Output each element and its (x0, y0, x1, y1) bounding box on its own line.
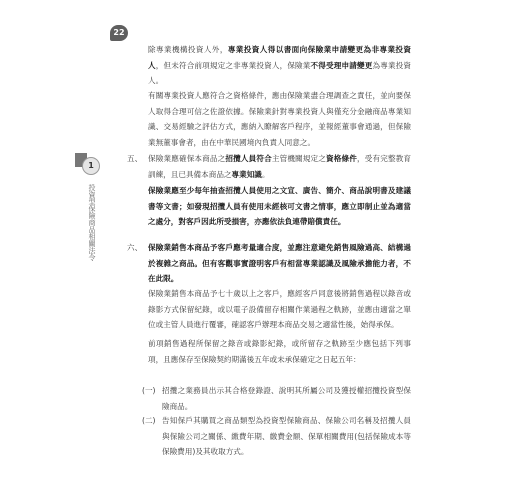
p2-run: 有關專業投資人應符合之資格條件，應由保險業盡合理調查之責任，並向要保人取得合理可信之佐證依據。保險業針對專業投資人與僅充分金融商品專業知識、交易經驗之評估方式，應納入瞭解客戶程序，並報經董事會通過，但保險業無董事會者，由在中華民國境內負責人同意之。 (148, 91, 411, 147)
item-six-elderly-clients (148, 286, 411, 333)
item-six-record-retention (148, 336, 411, 367)
sub-item-one-label: (一) (142, 386, 156, 395)
p1-run: 不得受理申請變更 (310, 60, 373, 70)
item5-main-run: 招攬人員符合 (225, 154, 272, 163)
item5-sub-run: 保險業應至少每年抽查招攬人員使用之文宣、廣告、簡介、商品說明書及建議書等文書；如發現招攬人員有使用未經核可文書之情事，應立即制止並為適當之處分，對客戶因此所受損害，亦應依法負連帶賠償責任。 (148, 186, 411, 226)
sub-item-two-text (162, 413, 411, 460)
p1-run: ，但未符合前項規定之非專業投資人，保險業 (155, 60, 311, 70)
chapter-number: 1 (82, 157, 100, 175)
chapter-tab (75, 153, 101, 179)
item5-main-run: ，受有完整教育訓練，且已具備本商品之 (148, 154, 412, 179)
p1-run: 為專業投資人。 (148, 60, 412, 85)
item-six-text (148, 240, 411, 287)
item5-main-run: 保險業應確保本商品之 (148, 154, 226, 163)
item-six-label: 六、 (127, 243, 143, 252)
paragraph-professional-investor-criteria (148, 88, 411, 150)
p1-run: 專業投資人得以書面向保險業申請變更為非專業投資人 (148, 45, 412, 70)
p1-run: 除專業機構投資人外， (148, 45, 228, 54)
item5-main-run: 資格條件 (326, 154, 357, 163)
page-number-badge: 22 (110, 25, 128, 41)
item6-main-run: 保險業銷售本商品予客戶應考量適合度，並應注意避免銷售風險過高、結構過於複雜之商品。但有客觀事實證明客戶有相當專業認識及風險承擔能力者，不在此限。 (148, 243, 411, 283)
sub1-run: 招攬之業務員出示其合格登錄證、說明其所屬公司及獲授權招攬投資型保險商品。 (162, 386, 411, 411)
sub-item-two-label: (二) (142, 416, 156, 425)
chapter-title: 投資型保險商品相關法令 (88, 184, 96, 261)
item6-p2-run: 保險業銷售本商品予七十歲以上之客戶，應經客戶同意後將銷售過程以錄音或錄影方式保留紀錄，或以電子設備留存相關作業過程之軌跡，並應由適當之單位或主管人員進行覆審，確認客戶辦理本商品交易之適當性後，始得承保。 (148, 289, 411, 329)
item-five-inspection (148, 183, 411, 230)
sub-item-one-text (162, 383, 411, 414)
item6-p3-run: 前項銷售過程所保留之錄音或錄影紀錄，或所留存之軌跡至少應包括下列事項，且應保存至保險契約期滿後五年或未承保確定之日起五年： (148, 339, 411, 364)
item5-main-run: 。 (261, 169, 270, 179)
paragraph-professional-investor-change (148, 42, 411, 89)
item5-main-run: 主管機關規定之 (271, 154, 327, 163)
item-five-text (148, 151, 411, 182)
sub2-run: 告知保戶其購買之商品類型為投資型保險商品、保險公司名稱及招攬人員與保險公司之關係、繳費年期、繳費金額、保單相關費用(包括保險成本等保險費用)及其收取方式。 (162, 416, 411, 456)
item5-main-run: 專業知識 (231, 169, 262, 179)
item-five-label: 五、 (127, 154, 143, 163)
